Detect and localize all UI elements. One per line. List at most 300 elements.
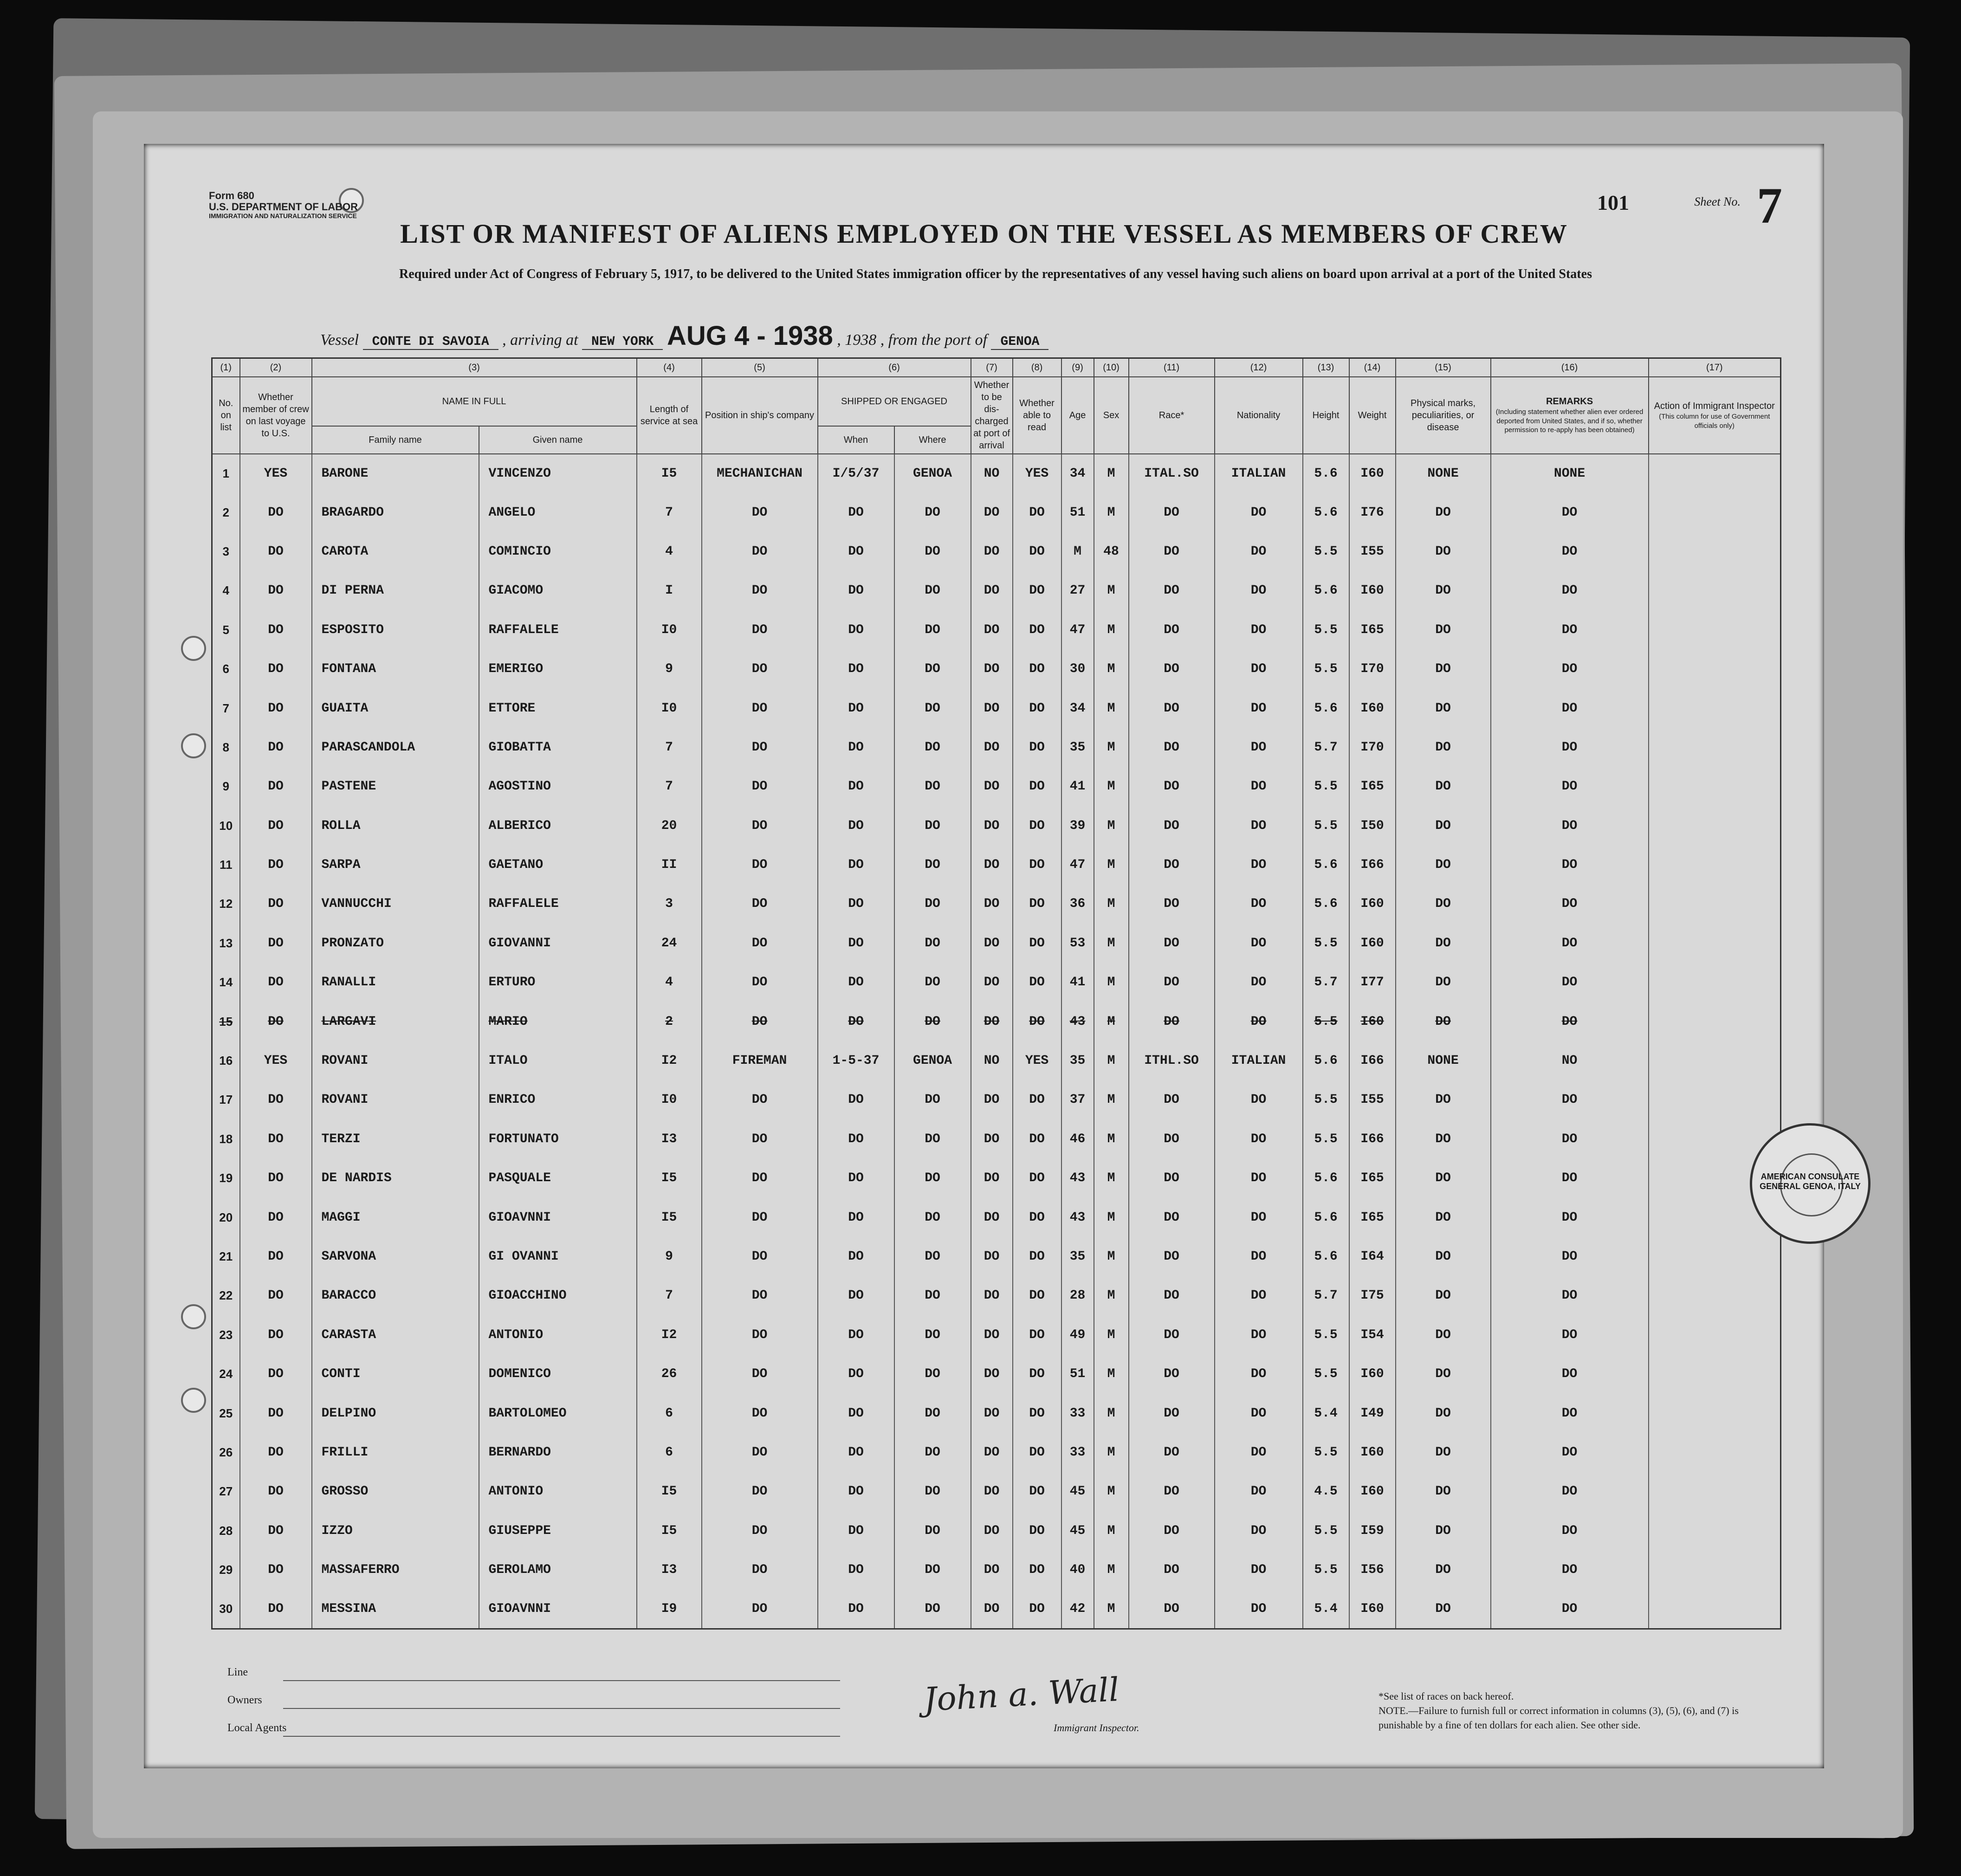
cell-sex: M — [1094, 610, 1129, 649]
cell-where: DO — [894, 1590, 971, 1629]
table-row — [212, 610, 1781, 649]
cell-action — [1649, 1002, 1781, 1041]
cell-physical: DO — [1396, 1394, 1491, 1433]
cell-remarks: DO — [1491, 610, 1649, 649]
cell-weight: I70 — [1349, 728, 1396, 767]
table-row — [212, 885, 1781, 924]
cell-action — [1649, 571, 1781, 610]
cell-no: 7 — [212, 689, 240, 728]
cell-height: 5.5 — [1303, 1080, 1349, 1119]
cell-read: DO — [1013, 1276, 1061, 1315]
cell-where: DO — [894, 924, 971, 963]
cell-weight: I60 — [1349, 1002, 1396, 1041]
cell-physical: DO — [1396, 963, 1491, 1002]
col-num: (3) — [312, 358, 637, 377]
cell-family: BARACCO — [312, 1276, 479, 1315]
cell-discharged: DO — [971, 493, 1013, 532]
cell-physical: DO — [1396, 1433, 1491, 1472]
cell-family: MAGGI — [312, 1198, 479, 1237]
cell-when: DO — [818, 1315, 894, 1354]
cell-family: BRAGARDO — [312, 493, 479, 532]
cell-given: GIOAVNNI — [479, 1198, 637, 1237]
cell-read: DO — [1013, 1433, 1061, 1472]
cell-discharged: NO — [971, 1041, 1013, 1080]
cell-discharged: DO — [971, 1315, 1013, 1354]
cell-member: DO — [240, 1472, 312, 1511]
cell-age: 51 — [1061, 493, 1094, 532]
cell-member: DO — [240, 1276, 312, 1315]
cell-action — [1649, 1315, 1781, 1354]
cell-discharged: DO — [971, 924, 1013, 963]
cell-discharged: DO — [971, 1159, 1013, 1198]
cell-remarks: DO — [1491, 1590, 1649, 1629]
line-rule — [283, 1680, 840, 1681]
cell-remarks: DO — [1491, 532, 1649, 571]
col-num: (5) — [702, 358, 818, 377]
cell-weight: I60 — [1349, 454, 1396, 493]
cell-age: 27 — [1061, 571, 1094, 610]
owners-rule — [283, 1708, 840, 1709]
cell-age: 37 — [1061, 1080, 1094, 1119]
cell-age: 42 — [1061, 1590, 1094, 1629]
col-num: (7) — [971, 358, 1013, 377]
cell-no: 20 — [212, 1198, 240, 1237]
cell-physical: DO — [1396, 1354, 1491, 1393]
cell-length: I2 — [637, 1315, 702, 1354]
cell-action — [1649, 1511, 1781, 1550]
cell-physical: DO — [1396, 1159, 1491, 1198]
cell-where: DO — [894, 649, 971, 688]
cell-no: 25 — [212, 1394, 240, 1433]
cell-where: GENOA — [894, 454, 971, 493]
cell-age: 47 — [1061, 610, 1094, 649]
table-row — [212, 806, 1781, 845]
crew-table — [211, 357, 1781, 1630]
cell-when: 1-5-37 — [818, 1041, 894, 1080]
cell-remarks: DO — [1491, 1354, 1649, 1393]
cell-member: DO — [240, 1237, 312, 1276]
cell-nationality: DO — [1215, 1119, 1303, 1158]
date-stamp: AUG 4 - 1938 — [667, 321, 833, 351]
header-race: Race* — [1129, 377, 1215, 454]
cell-member: DO — [240, 532, 312, 571]
cell-nationality: DO — [1215, 571, 1303, 610]
cell-physical: DO — [1396, 1472, 1491, 1511]
table-row — [212, 1198, 1781, 1237]
col-num: (2) — [240, 358, 312, 377]
cell-given: GAETANO — [479, 845, 637, 884]
header-able-read: Whether able to read — [1013, 377, 1061, 454]
cell-sex: M — [1094, 1590, 1129, 1629]
cell-when: DO — [818, 963, 894, 1002]
header-physical: Physical marks, peculiarities, or disease — [1396, 377, 1491, 454]
cell-physical: DO — [1396, 1550, 1491, 1589]
header-action-note: (This column for use of Government officials only) — [1659, 413, 1770, 430]
table-row — [212, 1080, 1781, 1119]
cell-weight: I60 — [1349, 571, 1396, 610]
cell-when: DO — [818, 1276, 894, 1315]
cell-physical: DO — [1396, 1080, 1491, 1119]
cell-when: DO — [818, 493, 894, 532]
cell-physical: DO — [1396, 845, 1491, 884]
cell-no: 6 — [212, 649, 240, 688]
cell-read: DO — [1013, 845, 1061, 884]
cell-sex: M — [1094, 1198, 1129, 1237]
cell-weight: I60 — [1349, 1354, 1396, 1393]
cell-height: 5.6 — [1303, 1198, 1349, 1237]
cell-race: DO — [1129, 610, 1215, 649]
cell-height: 5.6 — [1303, 1041, 1349, 1080]
cell-discharged: DO — [971, 689, 1013, 728]
cell-family: ESPOSITO — [312, 610, 479, 649]
cell-sex: M — [1094, 1119, 1129, 1158]
cell-given: GIOVANNI — [479, 924, 637, 963]
cell-when: DO — [818, 532, 894, 571]
cell-length: I5 — [637, 1198, 702, 1237]
cell-member: DO — [240, 1080, 312, 1119]
cell-when: DO — [818, 689, 894, 728]
cell-sex: M — [1094, 454, 1129, 493]
cell-weight: I55 — [1349, 1080, 1396, 1119]
cell-remarks: DO — [1491, 963, 1649, 1002]
cell-age: 46 — [1061, 1119, 1094, 1158]
cell-member: DO — [240, 1002, 312, 1041]
cell-discharged: DO — [971, 1511, 1013, 1550]
cell-when: DO — [818, 610, 894, 649]
cell-position: DO — [702, 767, 818, 806]
cell-weight: I65 — [1349, 767, 1396, 806]
cell-sex: M — [1094, 493, 1129, 532]
cell-length: I0 — [637, 689, 702, 728]
cell-remarks: DO — [1491, 571, 1649, 610]
cell-length: 6 — [637, 1433, 702, 1472]
cell-discharged: DO — [971, 610, 1013, 649]
cell-length: 9 — [637, 1237, 702, 1276]
cell-age: 30 — [1061, 649, 1094, 688]
header-given-name: Given name — [479, 426, 637, 453]
cell-race: DO — [1129, 571, 1215, 610]
table-row — [212, 1354, 1781, 1393]
cell-weight: I65 — [1349, 610, 1396, 649]
cell-physical: DO — [1396, 1315, 1491, 1354]
cell-when: DO — [818, 1590, 894, 1629]
cell-weight: I70 — [1349, 649, 1396, 688]
cell-physical: DO — [1396, 689, 1491, 728]
year-label: , 1938 , from the port of — [837, 331, 987, 349]
cell-given: ETTORE — [479, 689, 637, 728]
cell-position: DO — [702, 689, 818, 728]
table-row — [212, 532, 1781, 571]
cell-sex: M — [1094, 924, 1129, 963]
cell-height: 5.5 — [1303, 1433, 1349, 1472]
cell-race: DO — [1129, 1002, 1215, 1041]
consulate-seal — [1750, 1123, 1870, 1244]
cell-where: DO — [894, 1237, 971, 1276]
cell-discharged: DO — [971, 1276, 1013, 1315]
cell-discharged: DO — [971, 1433, 1013, 1472]
cell-family: CONTI — [312, 1354, 479, 1393]
cell-family: ROVANI — [312, 1041, 479, 1080]
cell-length: I — [637, 571, 702, 610]
cell-height: 5.7 — [1303, 963, 1349, 1002]
cell-where: DO — [894, 532, 971, 571]
cell-no: 13 — [212, 924, 240, 963]
cell-discharged: NO — [971, 454, 1013, 493]
cell-nationality: DO — [1215, 1511, 1303, 1550]
cell-race: DO — [1129, 1237, 1215, 1276]
cell-where: DO — [894, 1511, 971, 1550]
manifest-page — [144, 144, 1861, 1768]
cell-position: DO — [702, 1511, 818, 1550]
cell-length: 9 — [637, 649, 702, 688]
cell-sex: M — [1094, 845, 1129, 884]
cell-nationality: DO — [1215, 1198, 1303, 1237]
cell-no: 2 — [212, 493, 240, 532]
cell-no: 12 — [212, 885, 240, 924]
cell-age: M — [1061, 532, 1094, 571]
cell-weight: I55 — [1349, 532, 1396, 571]
cell-family: BARONE — [312, 454, 479, 493]
cell-family: FRILLI — [312, 1433, 479, 1472]
cell-sex: M — [1094, 1002, 1129, 1041]
cell-action — [1649, 493, 1781, 532]
header-remarks-title: REMARKS — [1546, 396, 1593, 407]
cell-family: SARVONA — [312, 1237, 479, 1276]
cell-read: YES — [1013, 454, 1061, 493]
cell-no: 23 — [212, 1315, 240, 1354]
cell-when: DO — [818, 1002, 894, 1041]
punch-hole — [181, 1388, 206, 1413]
cell-age: 39 — [1061, 806, 1094, 845]
cell-member: DO — [240, 1354, 312, 1393]
cell-member: DO — [240, 767, 312, 806]
cell-age: 35 — [1061, 728, 1094, 767]
col-num: (9) — [1061, 358, 1094, 377]
cell-given: BERNARDO — [479, 1433, 637, 1472]
table-row — [212, 728, 1781, 767]
cell-member: YES — [240, 454, 312, 493]
cell-remarks: DO — [1491, 649, 1649, 688]
cell-race: DO — [1129, 532, 1215, 571]
col-num: (1) — [212, 358, 240, 377]
cell-physical: DO — [1396, 532, 1491, 571]
header-name-in-full: NAME IN FULL — [312, 377, 637, 427]
cell-age: 43 — [1061, 1159, 1094, 1198]
cell-sex: M — [1094, 1041, 1129, 1080]
table-row — [212, 454, 1781, 493]
cell-length: 7 — [637, 728, 702, 767]
cell-age: 45 — [1061, 1472, 1094, 1511]
col-num: (16) — [1491, 358, 1649, 377]
cell-read: DO — [1013, 1159, 1061, 1198]
cell-length: I5 — [637, 454, 702, 493]
cell-height: 5.6 — [1303, 571, 1349, 610]
cell-weight: I49 — [1349, 1394, 1396, 1433]
cell-height: 5.6 — [1303, 493, 1349, 532]
cell-no: 27 — [212, 1472, 240, 1511]
cell-length: I3 — [637, 1550, 702, 1589]
cell-weight: I77 — [1349, 963, 1396, 1002]
cell-physical: DO — [1396, 610, 1491, 649]
agents-label: Local Agents — [227, 1722, 287, 1734]
cell-weight: I66 — [1349, 1119, 1396, 1158]
cell-position: DO — [702, 1119, 818, 1158]
cell-race: DO — [1129, 728, 1215, 767]
cell-race: DO — [1129, 1433, 1215, 1472]
cell-sex: M — [1094, 1550, 1129, 1589]
cell-action — [1649, 649, 1781, 688]
cell-age: 49 — [1061, 1315, 1094, 1354]
cell-read: DO — [1013, 767, 1061, 806]
cell-where: DO — [894, 1394, 971, 1433]
races-note: *See list of races on back hereof. — [1379, 1690, 1514, 1702]
header-member: Whether member of crew on last voyage to U.S. — [240, 377, 312, 454]
penalty-note: NOTE.—Failure to furnish full or correct information in columns (3), (5), (6), and (7) is punishable by a fine of ten dollars for each alien. See other side. — [1379, 1704, 1739, 1731]
cell-race: DO — [1129, 1159, 1215, 1198]
cell-age: 47 — [1061, 845, 1094, 884]
cell-where: DO — [894, 493, 971, 532]
cell-remarks: DO — [1491, 924, 1649, 963]
cell-remarks: DO — [1491, 845, 1649, 884]
cell-position: DO — [702, 493, 818, 532]
cell-given: GI OVANNI — [479, 1237, 637, 1276]
cell-race: DO — [1129, 493, 1215, 532]
cell-given: GIOACCHINO — [479, 1276, 637, 1315]
cell-family: ROVANI — [312, 1080, 479, 1119]
cell-when: DO — [818, 1237, 894, 1276]
cell-sex: M — [1094, 1159, 1129, 1198]
cell-weight: I60 — [1349, 1433, 1396, 1472]
cell-no: 22 — [212, 1276, 240, 1315]
cell-when: DO — [818, 1198, 894, 1237]
cell-position: DO — [702, 1002, 818, 1041]
cell-when: DO — [818, 1119, 894, 1158]
cell-family: ROLLA — [312, 806, 479, 845]
cell-member: DO — [240, 1550, 312, 1589]
cell-position: DO — [702, 1472, 818, 1511]
cell-nationality: DO — [1215, 610, 1303, 649]
cell-position: DO — [702, 1080, 818, 1119]
cell-member: DO — [240, 924, 312, 963]
cell-read: DO — [1013, 1590, 1061, 1629]
cell-given: ALBERICO — [479, 806, 637, 845]
cell-when: DO — [818, 1394, 894, 1433]
cell-action — [1649, 728, 1781, 767]
table-row — [212, 649, 1781, 688]
cell-race: DO — [1129, 1590, 1215, 1629]
cell-height: 5.4 — [1303, 1590, 1349, 1629]
cell-where: DO — [894, 1080, 971, 1119]
cell-read: DO — [1013, 493, 1061, 532]
cell-nationality: ITALIAN — [1215, 1041, 1303, 1080]
cell-action — [1649, 1472, 1781, 1511]
col-num: (4) — [637, 358, 702, 377]
table-row — [212, 571, 1781, 610]
cell-when: DO — [818, 1511, 894, 1550]
cell-nationality: DO — [1215, 1472, 1303, 1511]
cell-where: DO — [894, 1315, 971, 1354]
cell-weight: I60 — [1349, 1590, 1396, 1629]
cell-read: DO — [1013, 728, 1061, 767]
cell-age: 33 — [1061, 1394, 1094, 1433]
cell-sex: M — [1094, 767, 1129, 806]
cell-age: 43 — [1061, 1002, 1094, 1041]
cell-remarks: NO — [1491, 1041, 1649, 1080]
cell-position: DO — [702, 610, 818, 649]
col-num: (10) — [1094, 358, 1129, 377]
cell-position: DO — [702, 1159, 818, 1198]
cell-sex: 48 — [1094, 532, 1129, 571]
cell-length: II — [637, 845, 702, 884]
table-row — [212, 493, 1781, 532]
vessel-name: CONTE DI SAVOIA — [363, 335, 498, 350]
cell-weight: I66 — [1349, 845, 1396, 884]
cell-race: DO — [1129, 845, 1215, 884]
cell-discharged: DO — [971, 1590, 1013, 1629]
cell-physical: DO — [1396, 1002, 1491, 1041]
cell-when: DO — [818, 571, 894, 610]
cell-discharged: DO — [971, 1472, 1013, 1511]
cell-race: DO — [1129, 689, 1215, 728]
header-length-service: Length of service at sea — [637, 377, 702, 454]
cell-given: ANTONIO — [479, 1472, 637, 1511]
cell-given: VINCENZO — [479, 454, 637, 493]
cell-length: I5 — [637, 1472, 702, 1511]
cell-read: DO — [1013, 885, 1061, 924]
table-row — [212, 767, 1781, 806]
cell-read: DO — [1013, 924, 1061, 963]
cell-remarks: DO — [1491, 1119, 1649, 1158]
form-number: Form 680 — [209, 190, 254, 201]
cell-age: 43 — [1061, 1198, 1094, 1237]
cell-family: SARPA — [312, 845, 479, 884]
cell-action — [1649, 1550, 1781, 1589]
table-body — [212, 454, 1781, 1629]
cell-action — [1649, 1041, 1781, 1080]
cell-discharged: DO — [971, 1080, 1013, 1119]
cell-physical: NONE — [1396, 454, 1491, 493]
cell-where: DO — [894, 610, 971, 649]
cell-nationality: DO — [1215, 1394, 1303, 1433]
cell-remarks: DO — [1491, 1472, 1649, 1511]
header-height: Height — [1303, 377, 1349, 454]
cell-nationality: DO — [1215, 532, 1303, 571]
cell-member: DO — [240, 1511, 312, 1550]
header-shipped-engaged: SHIPPED OR ENGAGED — [818, 377, 971, 427]
cell-nationality: DO — [1215, 1080, 1303, 1119]
cell-where: DO — [894, 1276, 971, 1315]
cell-action — [1649, 1237, 1781, 1276]
cell-read: DO — [1013, 571, 1061, 610]
cell-sex: M — [1094, 1315, 1129, 1354]
cell-position: DO — [702, 532, 818, 571]
cell-length: I5 — [637, 1159, 702, 1198]
header-age: Age — [1061, 377, 1094, 454]
cell-where: DO — [894, 1002, 971, 1041]
cell-family: LARGAVI — [312, 1002, 479, 1041]
cell-weight: I60 — [1349, 924, 1396, 963]
header-remarks-note: (Including statement whether alien ever ordered deported from United States, and if so, whether permission to re-apply has been obtained) — [1495, 408, 1644, 434]
cell-no: 26 — [212, 1433, 240, 1472]
cell-no: 18 — [212, 1119, 240, 1158]
cell-age: 40 — [1061, 1550, 1094, 1589]
cell-sex: M — [1094, 963, 1129, 1002]
cell-when: DO — [818, 924, 894, 963]
cell-given: ERTURO — [479, 963, 637, 1002]
cell-remarks: DO — [1491, 885, 1649, 924]
cell-read: DO — [1013, 1550, 1061, 1589]
table-row — [212, 1237, 1781, 1276]
